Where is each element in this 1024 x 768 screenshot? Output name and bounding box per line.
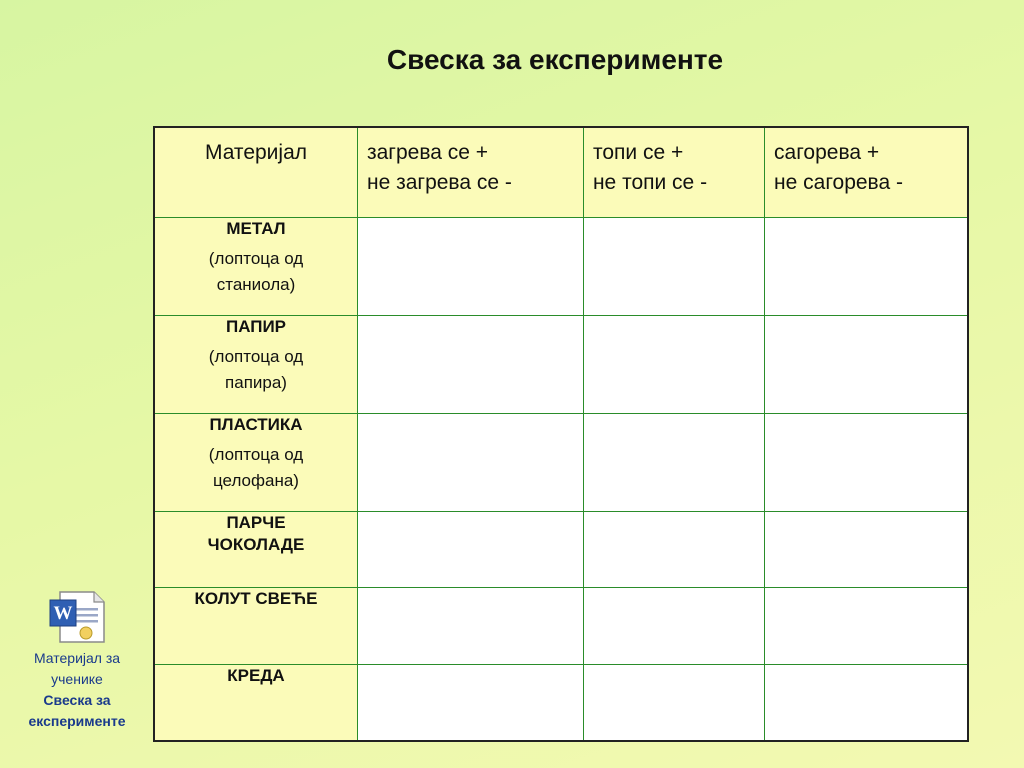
- answer-cell[interactable]: [765, 588, 968, 665]
- row-subtitle-line: папира): [225, 373, 287, 392]
- row-subtitle: [155, 442, 357, 494]
- row-label-candle: [154, 588, 358, 665]
- row-label-plastic: [154, 414, 358, 512]
- answer-cell[interactable]: [583, 665, 764, 741]
- answer-cell[interactable]: [765, 512, 968, 588]
- svg-text:W: W: [53, 603, 73, 624]
- row-subtitle-line: (лоптоца од: [208, 445, 304, 464]
- answer-cell[interactable]: [358, 414, 584, 512]
- row-subtitle: [155, 246, 357, 298]
- header-heats-plus: загрева се +: [367, 141, 489, 164]
- table-row: [154, 665, 968, 741]
- word-document-icon[interactable]: [46, 588, 110, 644]
- answer-cell[interactable]: [583, 414, 764, 512]
- side-link-caption[interactable]: [10, 648, 144, 732]
- caption-bold-line: Свеска за: [43, 692, 111, 708]
- row-subtitle: [155, 344, 357, 396]
- table-row: [154, 588, 968, 665]
- header-melts: [583, 127, 764, 218]
- row-label-metal: [154, 218, 358, 316]
- row-subtitle-line: станиола): [216, 275, 296, 294]
- answer-cell[interactable]: [765, 316, 968, 414]
- table-header-row: [154, 127, 968, 218]
- row-title: ПЛАСТИКА: [209, 415, 303, 434]
- answer-cell[interactable]: [358, 218, 584, 316]
- header-burns-minus: не сагорева -: [774, 171, 903, 194]
- row-subtitle-line: целофана): [213, 471, 299, 490]
- table-row: [154, 218, 968, 316]
- answer-cell[interactable]: [358, 512, 584, 588]
- table-row: [154, 512, 968, 588]
- answer-cell[interactable]: [358, 316, 584, 414]
- row-title: КОЛУТ СВЕЋЕ: [194, 589, 318, 608]
- answer-cell[interactable]: [765, 414, 968, 512]
- header-burns: [765, 127, 968, 218]
- table-row: [154, 414, 968, 512]
- caption-line: ученике: [51, 671, 103, 687]
- answer-cell[interactable]: [583, 316, 764, 414]
- answer-cell[interactable]: [583, 218, 764, 316]
- row-subtitle-line: (лоптоца од: [208, 347, 304, 366]
- answer-cell[interactable]: [765, 665, 968, 741]
- header-heats-minus: не загрева се -: [367, 171, 512, 194]
- table-row: [154, 316, 968, 414]
- answer-cell[interactable]: [583, 512, 764, 588]
- header-melts-plus: топи се +: [592, 141, 684, 164]
- row-title: КРЕДА: [227, 666, 285, 685]
- row-title: ПАПИР: [225, 317, 287, 336]
- experiment-table: [153, 126, 969, 742]
- answer-cell[interactable]: [358, 588, 584, 665]
- row-title: ЧОКОЛАДЕ: [207, 535, 305, 554]
- slide-title: Свеска за експерименте: [386, 44, 724, 75]
- header-material: Материјал: [154, 127, 358, 218]
- answer-cell[interactable]: [358, 665, 584, 741]
- answer-cell[interactable]: [583, 588, 764, 665]
- caption-bold-line: експерименте: [28, 713, 126, 729]
- row-subtitle-line: (лоптоца од: [208, 249, 304, 268]
- row-label-paper: [154, 316, 358, 414]
- row-title: МЕТАЛ: [226, 219, 286, 238]
- answer-cell[interactable]: [765, 218, 968, 316]
- row-label-chalk: [154, 665, 358, 741]
- header-melts-minus: не топи се -: [592, 171, 708, 194]
- row-label-chocolate: [154, 512, 358, 588]
- header-burns-plus: сагорева +: [774, 141, 880, 164]
- header-heats: [358, 127, 584, 218]
- row-title: ПАРЧЕ: [226, 513, 286, 532]
- caption-line: Материјал за: [33, 650, 121, 666]
